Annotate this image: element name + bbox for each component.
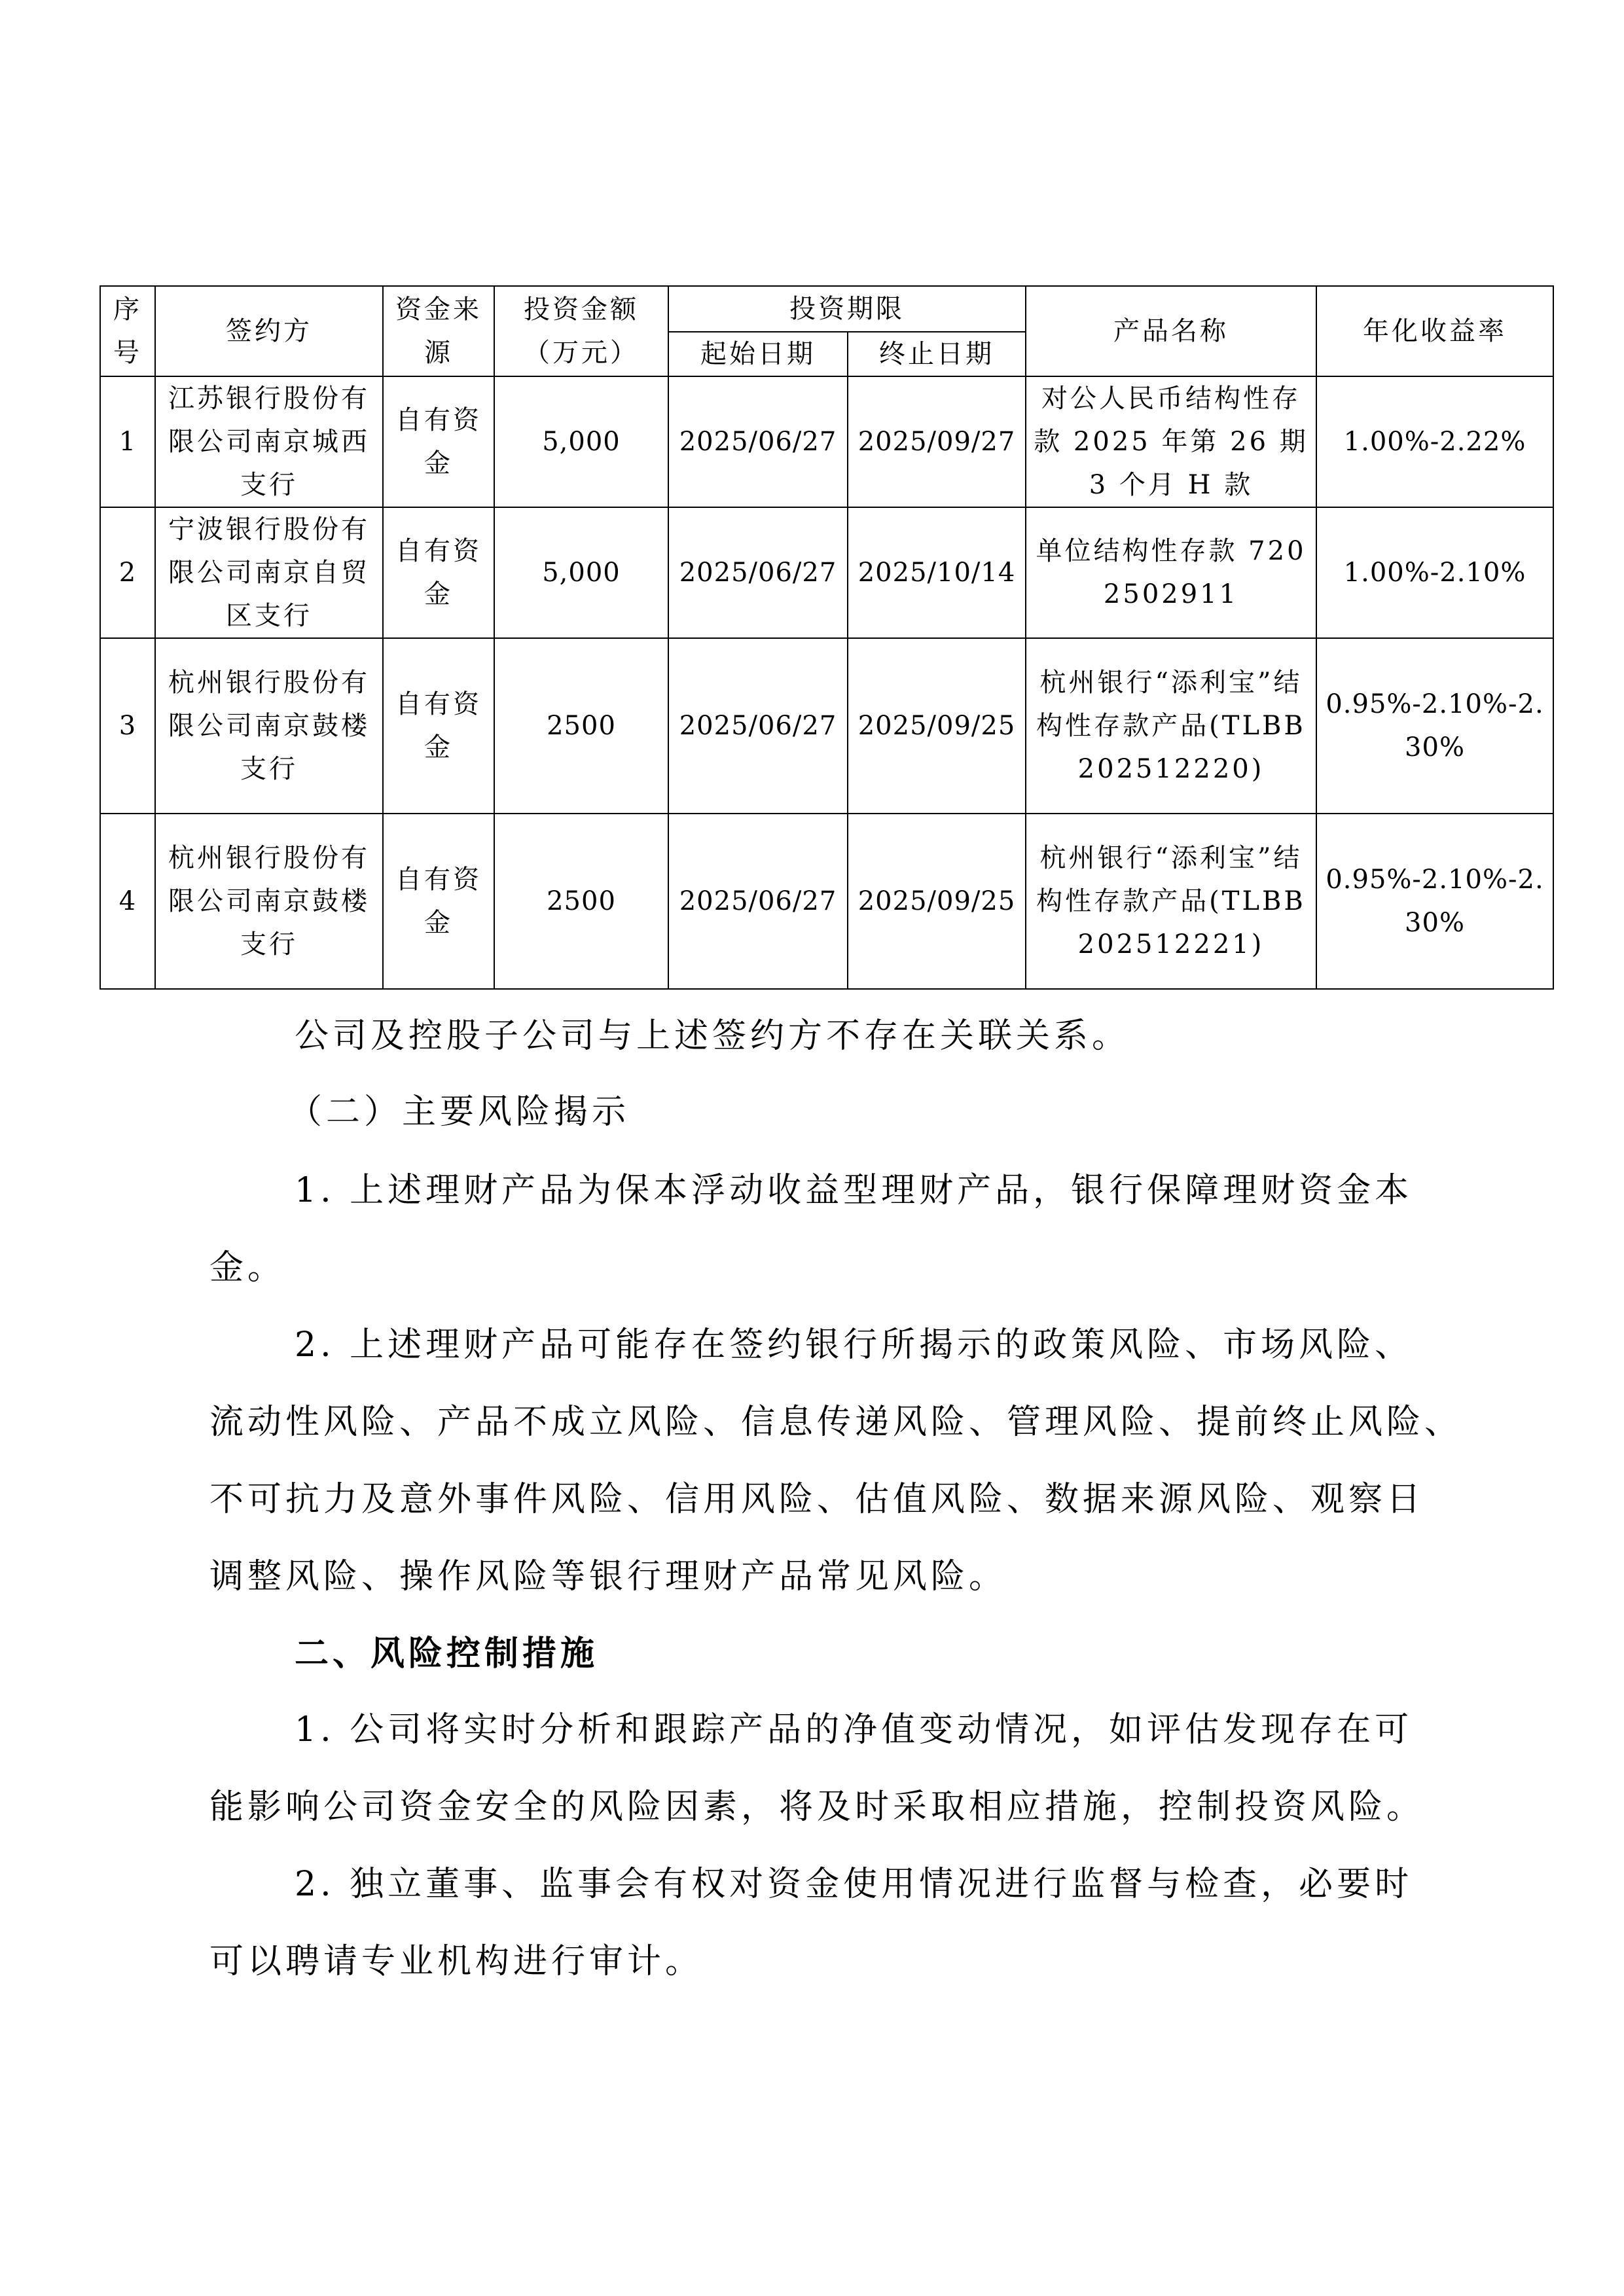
cell-product: 杭州银行“添利宝”结构性存款产品(TLBB202512221) <box>1026 814 1316 989</box>
risk-2-line-1: 2. 上述理财产品可能存在签约银行所揭示的政策风险、市场风险、 <box>295 1325 1413 1365</box>
header-source: 资金来源 <box>383 286 494 376</box>
investment-table <box>99 285 1554 990</box>
header-seq: 序号 <box>100 286 155 376</box>
risk-2-line-4: 调整风险、操作风险等银行理财产品常见风险。 <box>209 1557 1007 1596</box>
table-row <box>100 507 1553 638</box>
cell-yield: 0.95%-2.10%-2.30% <box>1316 638 1553 814</box>
cell-party: 宁波银行股份有限公司南京自贸区支行 <box>155 507 383 638</box>
cell-amount: 5,000 <box>494 376 668 507</box>
cell-seq: 4 <box>100 814 155 989</box>
cell-seq: 2 <box>100 507 155 638</box>
control-1-line-1: 1. 公司将实时分析和跟踪产品的净值变动情况，如评估发现存在可 <box>295 1710 1413 1749</box>
cell-start-date: 2025/06/27 <box>668 376 848 507</box>
cell-source: 自有资金 <box>383 814 494 989</box>
cell-source: 自有资金 <box>383 638 494 814</box>
header-term: 投资期限 <box>668 286 1026 332</box>
cell-start-date: 2025/06/27 <box>668 638 848 814</box>
header-party: 签约方 <box>155 286 383 376</box>
risk-2-line-3: 不可抗力及意外事件风险、信用风险、估值风险、数据来源风险、观察日 <box>209 1480 1425 1519</box>
relation-note: 公司及控股子公司与上述签约方不存在关联关系。 <box>295 1016 1130 1056</box>
header-start-date: 起始日期 <box>668 332 848 376</box>
control-2-line-2: 可以聘请专业机构进行审计。 <box>209 1942 704 1981</box>
cell-seq: 1 <box>100 376 155 507</box>
cell-source: 自有资金 <box>383 507 494 638</box>
cell-party: 杭州银行股份有限公司南京鼓楼支行 <box>155 638 383 814</box>
cell-start-date: 2025/06/27 <box>668 814 848 989</box>
table-row <box>100 814 1553 989</box>
header-yield: 年化收益率 <box>1316 286 1553 376</box>
cell-yield: 1.00%-2.10% <box>1316 507 1553 638</box>
cell-amount: 2500 <box>494 638 668 814</box>
cell-amount: 5,000 <box>494 507 668 638</box>
control-item-2 <box>209 1846 1480 2000</box>
cell-party: 江苏银行股份有限公司南京城西支行 <box>155 376 383 507</box>
cell-amount: 2500 <box>494 814 668 989</box>
cell-end-date: 2025/09/25 <box>848 814 1026 989</box>
risk-1-line-1: 1. 上述理财产品为保本浮动收益型理财产品，银行保障理财资金本 <box>295 1171 1413 1210</box>
table-row <box>100 638 1553 814</box>
header-product: 产品名称 <box>1026 286 1316 376</box>
risk-2-line-2: 流动性风险、产品不成立风险、信息传递风险、管理风险、提前终止风险、 <box>209 1403 1463 1442</box>
cell-source: 自有资金 <box>383 376 494 507</box>
cell-party: 杭州银行股份有限公司南京鼓楼支行 <box>155 814 383 989</box>
control-item-1 <box>209 1691 1480 1846</box>
risk-section-heading: （二）主要风险揭示 <box>288 1092 630 1132</box>
table-row <box>100 376 1553 507</box>
risk-item-2 <box>209 1306 1519 1615</box>
cell-seq: 3 <box>100 638 155 814</box>
cell-product: 对公人民币结构性存款 2025 年第 26 期 3 个月 H 款 <box>1026 376 1316 507</box>
cell-yield: 0.95%-2.10%-2.30% <box>1316 814 1553 989</box>
header-amount: 投资金额（万元） <box>494 286 668 376</box>
risk-item-1 <box>209 1152 1480 1306</box>
control-2-line-1: 2. 独立董事、监事会有权对资金使用情况进行监督与检查，必要时 <box>295 1865 1413 1904</box>
cell-end-date: 2025/10/14 <box>848 507 1026 638</box>
cell-yield: 1.00%-2.22% <box>1316 376 1553 507</box>
risk-control-heading: 二、风险控制措施 <box>295 1634 599 1674</box>
cell-product: 杭州银行“添利宝”结构性存款产品(TLBB202512220) <box>1026 638 1316 814</box>
header-end-date: 终止日期 <box>848 332 1026 376</box>
cell-product: 单位结构性存款 7202502911 <box>1026 507 1316 638</box>
table-header-row <box>100 286 1553 332</box>
cell-end-date: 2025/09/25 <box>848 638 1026 814</box>
cell-start-date: 2025/06/27 <box>668 507 848 638</box>
cell-end-date: 2025/09/27 <box>848 376 1026 507</box>
control-1-line-2: 能影响公司资金安全的风险因素，将及时采取相应措施，控制投资风险。 <box>209 1787 1425 1827</box>
risk-1-line-2: 金。 <box>209 1248 286 1287</box>
